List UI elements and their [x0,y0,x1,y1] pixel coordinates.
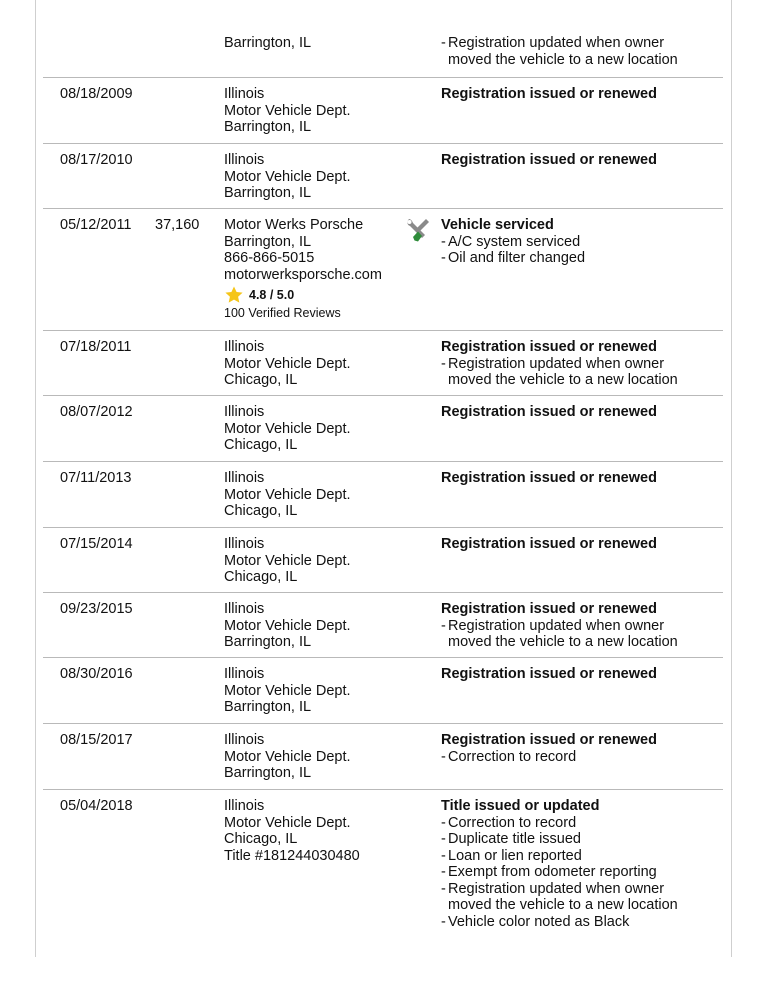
source-line: Barrington, IL [224,35,312,51]
history-row [43,143,723,209]
source-line: Motor Vehicle Dept. [224,552,351,569]
source-line: Motor Vehicle Dept. [224,682,351,699]
detail-dash: - [441,880,446,897]
detail-text: Duplicate title issued [448,831,581,847]
history-row [43,461,723,528]
record-date: 05/04/2018 [60,798,133,814]
history-row [43,527,723,593]
comment-heading: Registration issued or renewed [441,86,657,102]
record-source [224,601,351,651]
page-border-right [731,0,732,957]
record-source [224,217,382,321]
detail-dash: - [441,748,446,765]
source-line: Motor Vehicle Dept. [224,814,351,831]
detail-text: Registration updated when owner moved the vehicle to a new location [448,880,678,913]
source-line: Barrington, IL [224,185,312,201]
comment-detail [441,250,711,267]
source-line: Illinois [224,536,265,552]
record-comments [441,536,711,553]
source-line: 866-866-5015 [224,250,315,266]
source-line: Motor Vehicle Dept. [224,420,351,437]
history-row [43,592,723,658]
source-line: Chicago, IL [224,569,298,585]
comment-heading: Registration issued or renewed [441,404,657,420]
source-line: Chicago, IL [224,503,298,519]
source-line: Barrington, IL [224,765,312,781]
source-line: Motor Vehicle Dept. [224,748,351,765]
history-row [43,77,723,144]
record-comments [441,339,711,389]
history-row [43,0,723,78]
detail-dash: - [441,617,446,634]
source-line: Illinois [224,798,265,814]
rating-value: 4.8 / 5.0 [249,287,295,302]
record-date: 09/23/2015 [60,601,133,617]
record-mileage: 37,160 [155,217,200,233]
source-line: Illinois [224,601,265,617]
record-date: 07/15/2014 [60,536,133,552]
detail-text: A/C system serviced [448,233,581,250]
record-date: 08/07/2012 [60,404,133,420]
source-line: Motor Vehicle Dept. [224,355,351,372]
comment-heading: Title issued or updated [441,798,600,814]
source-line: Motor Vehicle Dept. [224,486,351,503]
source-line: Illinois [224,732,265,748]
detail-text: Correction to record [448,814,577,831]
record-source [224,404,351,454]
source-line: Barrington, IL [224,634,312,650]
source-line: Illinois [224,86,265,102]
comment-detail [441,848,711,865]
detail-dash: - [441,864,446,880]
record-source [224,35,311,52]
detail-dash: - [441,355,446,372]
comment-detail [441,815,711,832]
comment-heading: Registration issued or renewed [441,470,657,486]
detail-dash: - [441,831,446,847]
source-line: Barrington, IL [224,233,312,250]
source-line: Motor Vehicle Dept. [224,102,351,119]
comment-heading: Registration issued or renewed [441,732,657,748]
record-source [224,666,351,716]
record-comments [441,35,711,68]
record-source [224,152,351,202]
detail-dash: - [441,233,446,250]
detail-text: Loan or lien reported [448,847,582,864]
record-comments [441,666,711,683]
source-line: motorwerksporsche.com [224,266,382,283]
comment-detail [441,914,711,931]
record-date: 08/15/2017 [60,732,133,748]
detail-dash: - [441,814,446,831]
history-row [43,723,723,790]
detail-text: Vehicle color noted as Black [448,913,630,930]
record-comments [441,470,711,487]
detail-text: Oil and filter changed [448,250,586,266]
history-row [43,395,723,462]
detail-text: Registration updated when owner moved the vehicle to a new location [448,617,678,650]
comment-detail [441,234,711,251]
comment-detail [441,749,711,766]
record-comments [441,217,711,267]
comment-detail [441,864,711,881]
comment-heading: Registration issued or renewed [441,666,657,682]
source-line: Motor Werks Porsche [224,217,364,233]
source-line: Barrington, IL [224,119,312,135]
record-date: 05/12/2011 [60,217,132,233]
page-border-left [35,0,36,957]
record-source [224,86,351,136]
source-line: Chicago, IL [224,831,298,847]
record-source [224,798,360,864]
record-comments [441,798,711,930]
source-line: Motor Vehicle Dept. [224,617,351,634]
source-line: Illinois [224,470,265,486]
record-date: 08/30/2016 [60,666,133,682]
comment-detail [441,35,711,68]
source-line: Chicago, IL [224,372,298,388]
detail-dash: - [441,35,446,51]
record-source [224,732,351,782]
comment-heading: Registration issued or renewed [441,601,657,617]
detail-dash: - [441,847,446,864]
record-source [224,470,351,520]
source-line: Chicago, IL [224,437,298,453]
comment-heading: Registration issued or renewed [441,152,657,168]
record-comments [441,152,711,169]
record-source [224,339,351,389]
comment-detail [441,618,711,651]
record-comments [441,404,711,421]
source-line: Illinois [224,404,265,420]
comment-heading: Vehicle serviced [441,217,554,233]
comment-detail [441,356,711,389]
detail-text: Correction to record [448,748,577,765]
record-comments [441,732,711,765]
detail-text: Registration updated when owner moved the vehicle to a new location [448,355,678,388]
history-row [43,657,723,724]
detail-text: Registration updated when owner moved the vehicle to a new location [448,35,678,68]
source-line: Barrington, IL [224,699,312,715]
detail-text: Exempt from odometer reporting [448,864,657,880]
comment-heading: Registration issued or renewed [441,339,657,355]
record-date: 08/18/2009 [60,86,133,102]
verified-reviews: 100 Verified Reviews [224,306,341,320]
comment-heading: Registration issued or renewed [441,536,657,552]
comment-detail [441,881,711,914]
record-source [224,536,351,586]
source-line: Illinois [224,152,265,168]
history-row [43,789,723,949]
record-date: 08/17/2010 [60,152,133,168]
record-date: 07/11/2013 [60,470,132,486]
history-row [43,330,723,396]
source-line: Title #181244030480 [224,847,360,864]
source-line: Motor Vehicle Dept. [224,168,351,185]
record-comments [441,601,711,651]
rating [224,285,382,305]
record-date: 07/18/2011 [60,339,132,355]
comment-detail [441,831,711,848]
source-line: Illinois [224,666,265,682]
detail-dash: - [441,913,446,930]
service-tools-icon [404,216,432,244]
source-line: Illinois [224,339,265,355]
star-icon [224,285,244,305]
record-comments [441,86,711,103]
detail-dash: - [441,250,446,266]
history-row [43,208,723,331]
